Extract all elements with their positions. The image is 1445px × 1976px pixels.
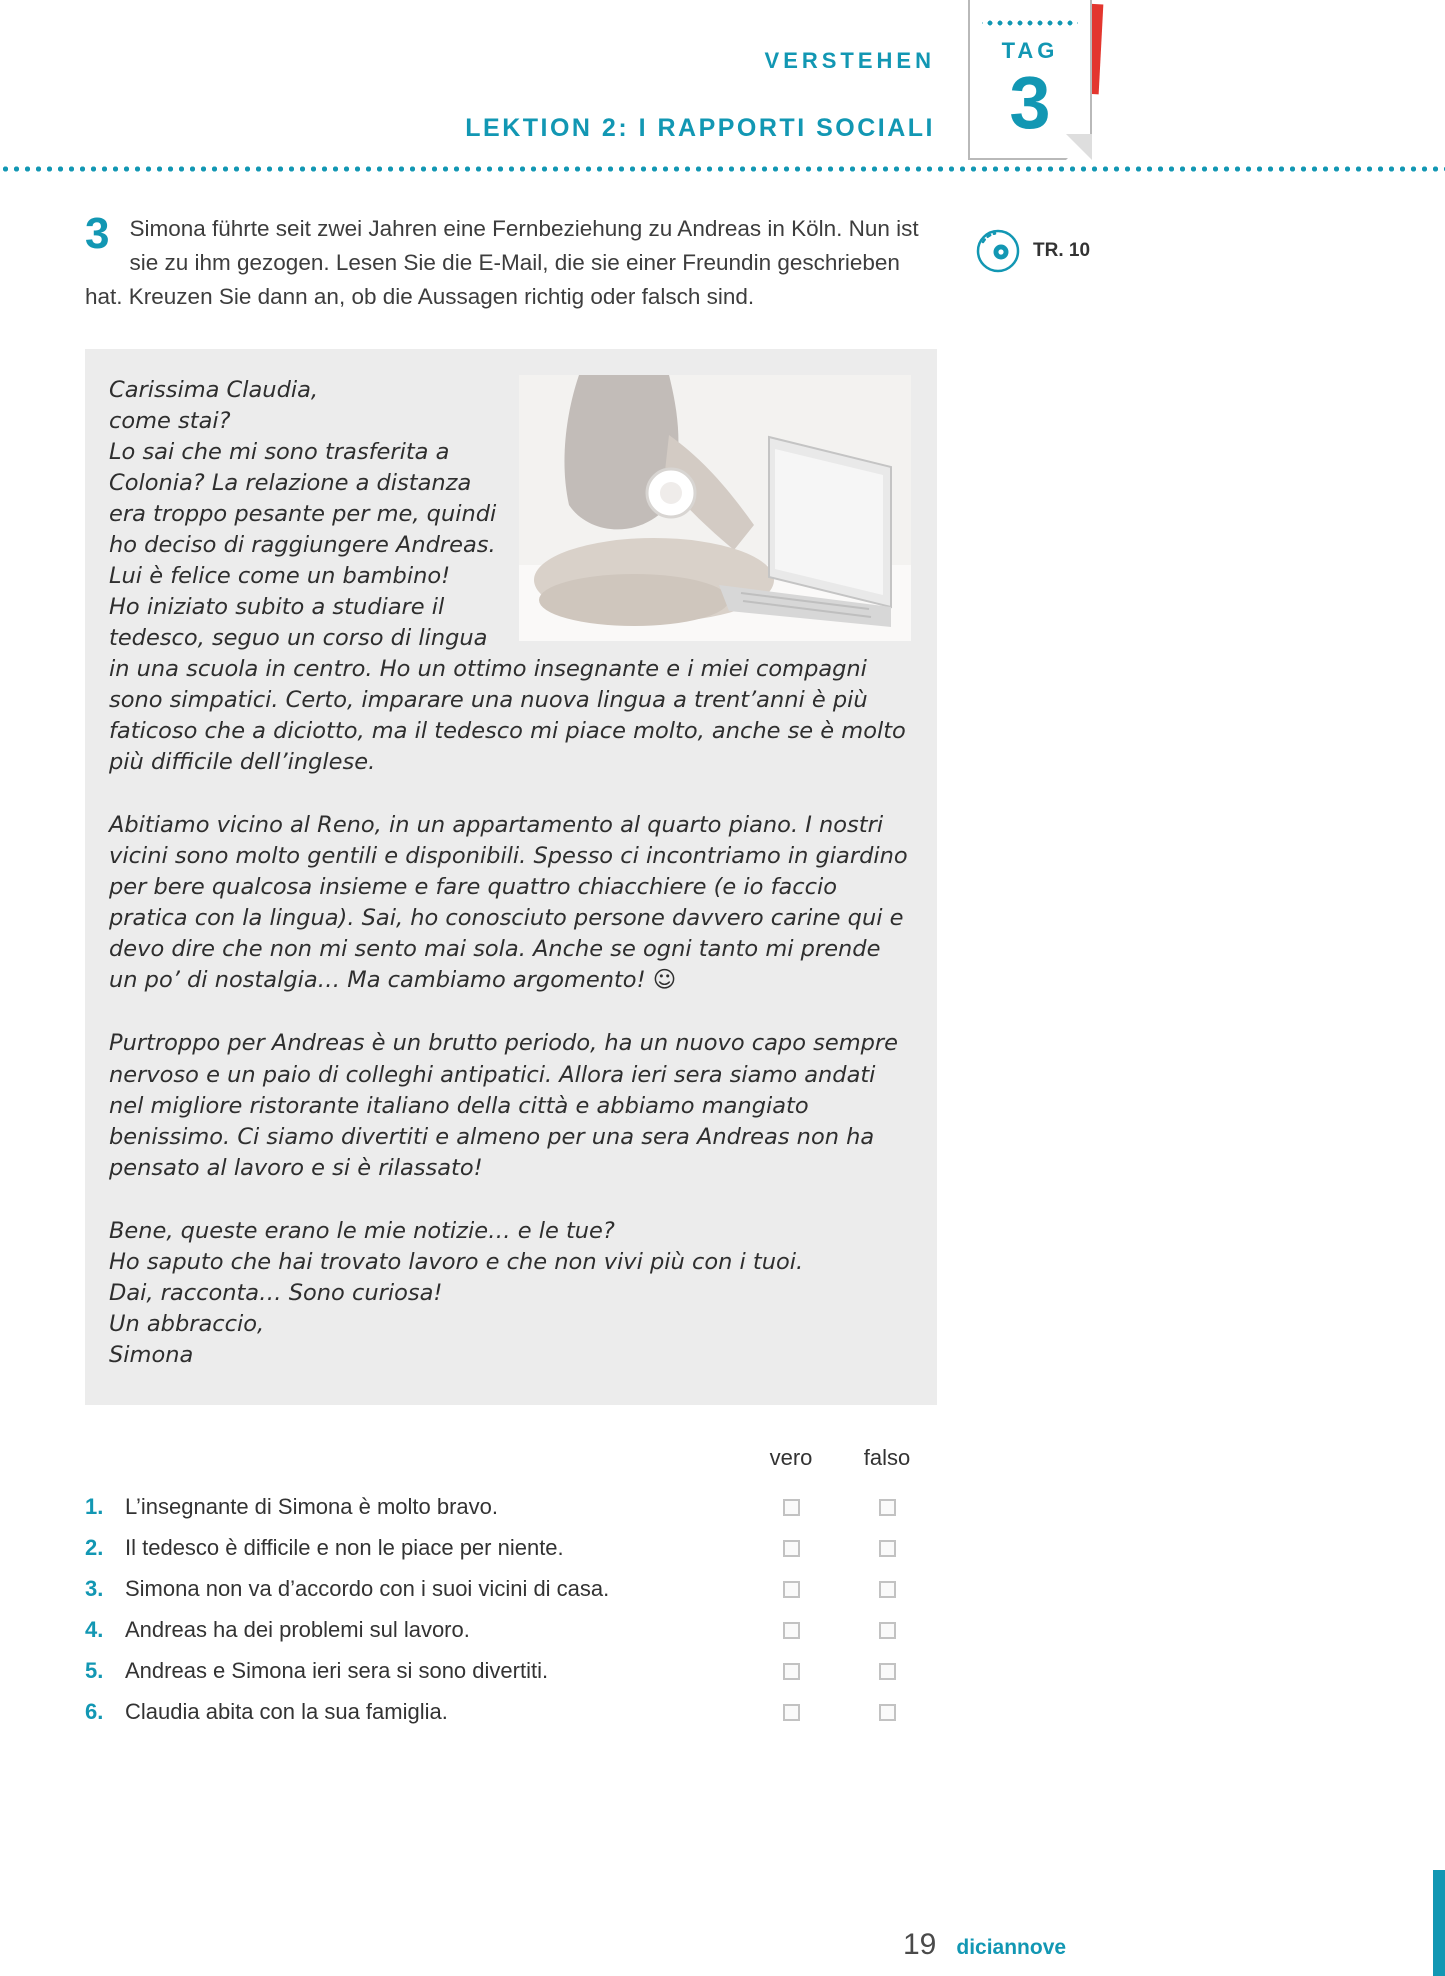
- quiz-row: [85, 1651, 935, 1692]
- checkbox-vero-3[interactable]: [783, 1581, 800, 1598]
- email-closing-line: Dai, racconta… Sono curiosa!: [109, 1279, 443, 1306]
- statement-text: Il tedesco è difficile e non le piace per niente.: [125, 1535, 564, 1561]
- page-number: 19: [903, 1928, 937, 1961]
- email-paragraph: Abitiamo vicino al Reno, in un appartamento al quarto piano. I nostri vicini sono molto gentili e disponibili. Spesso ci incontriamo in giardino per bere qualcosa insieme e fare quattro chiacchiere (e io faccio pratica con la lingua). Sai, ho conosciuto persone davvero carine qui e devo dire che non mi sento mai sola. Anche se ogni tanto mi prende un po’ di nostalgia… Ma cambiamo argomento! ☺: [109, 812, 908, 994]
- statement-number: 1.: [85, 1494, 104, 1520]
- statement-number: 4.: [85, 1617, 104, 1643]
- quiz-row: [85, 1569, 935, 1610]
- checkbox-falso-3[interactable]: [879, 1581, 896, 1598]
- email-closing-line: Ho saputo che hai trovato lavoro e che non vivi più con i tuoi.: [109, 1248, 804, 1275]
- statement-number: 5.: [85, 1658, 104, 1684]
- quiz-row: [85, 1528, 935, 1569]
- statement-text: Andreas ha dei problemi sul lavoro.: [125, 1617, 470, 1643]
- checkbox-falso-5[interactable]: [879, 1663, 896, 1680]
- statement-number: 6.: [85, 1699, 104, 1725]
- checkbox-falso-1[interactable]: [879, 1499, 896, 1516]
- email-greeting-line: Carissima Claudia,: [109, 376, 319, 403]
- email-signature: Simona: [109, 1341, 194, 1368]
- checkbox-vero-6[interactable]: [783, 1704, 800, 1721]
- email-paragraph: Purtroppo per Andreas è un brutto periodo, ha un nuovo capo sempre nervoso e un paio di colleghi antipatici. Allora ieri sera siamo andati nel migliore ristorante italiano della città e abbiamo mangiato benissimo. Ci siamo divertiti e almeno per una sera Andreas non ha pensato al lavoro e si è rilassato!: [109, 1030, 898, 1181]
- checkbox-vero-1[interactable]: [783, 1499, 800, 1516]
- checkbox-vero-4[interactable]: [783, 1622, 800, 1639]
- email-letter: [85, 349, 937, 1405]
- quiz-row: [85, 1610, 935, 1651]
- statement-number: 2.: [85, 1535, 104, 1561]
- audio-track: [975, 228, 1090, 274]
- column-header-falso: falso: [863, 1444, 911, 1470]
- checkbox-falso-4[interactable]: [879, 1622, 896, 1639]
- quiz-row: [85, 1692, 935, 1733]
- checkbox-vero-5[interactable]: [783, 1663, 800, 1680]
- statement-text: Claudia abita con la sua famiglia.: [125, 1699, 448, 1725]
- binding-dots-icon: [982, 20, 1078, 26]
- column-header-vero: vero: [769, 1444, 813, 1470]
- page-footer: [903, 1928, 1066, 1962]
- statement-number: 3.: [85, 1576, 104, 1602]
- page-number-word: diciannove: [956, 1936, 1067, 1959]
- tag-label: TAG: [1001, 38, 1059, 63]
- email-greeting-line: come stai?: [109, 407, 231, 434]
- day-tab: [968, 0, 1092, 160]
- section-label: VERSTEHEN: [764, 48, 935, 73]
- checkbox-vero-2[interactable]: [783, 1540, 800, 1557]
- email-closing-line: Un abbraccio,: [109, 1310, 265, 1337]
- audio-track-label: TR. 10: [1033, 240, 1091, 261]
- email-paragraph: Lo sai che mi sono trasferita a Colonia? La relazione a distanza era troppo pesante per me, quindi ho deciso di raggiungere Andreas. Lui è felice come un bambino!: [109, 438, 497, 589]
- exercise-header: [85, 209, 935, 315]
- photo-woman-laptop: [519, 375, 911, 641]
- statement-text: Andreas e Simona ieri sera si sono divertiti.: [125, 1658, 549, 1684]
- cd-icon: [975, 228, 1021, 274]
- true-false-quiz: [85, 1445, 935, 1733]
- email-closing-line: Bene, queste erano le mie notizie… e le tue?: [109, 1217, 615, 1244]
- page-curl-icon: [1066, 134, 1092, 160]
- checkbox-falso-2[interactable]: [879, 1540, 896, 1557]
- checkbox-falso-6[interactable]: [879, 1704, 896, 1721]
- exercise-instructions: Simona führte seit zwei Jahren eine Fernbeziehung zu Andreas in Köln. Nun ist sie zu ihm gezogen. Lesen Sie die E-Mail, die sie einer Freundin geschrieben hat. Kreuzen Sie dann an, ob die Aussagen richtig oder falsch sind.: [85, 216, 919, 310]
- quiz-row: [85, 1487, 935, 1528]
- dotted-separator: [0, 165, 1445, 173]
- calendar-sheet: [968, 0, 1092, 160]
- statement-text: Simona non va d’accordo con i suoi vicini di casa.: [125, 1576, 610, 1602]
- quiz-column-headers: [85, 1445, 935, 1471]
- email-paragraph: Ho iniziato subito a studiare il tedesco, seguo un corso di lingua in una scuola in centro. Ho un ottimo insegnante e i miei compagni sono simpatici. Certo, imparare una nuova lingua a trent’anni è più faticoso che a diciotto, ma il tedesco mi piace molto, anche se è molto più difficile dell’inglese.: [109, 593, 906, 776]
- lesson-title: LEKTION 2: I RAPPORTI SOCIALI: [465, 114, 935, 142]
- page-edge-bar: [1433, 1870, 1445, 1976]
- tag-number: 3: [1009, 61, 1051, 144]
- statement-text: L’insegnante di Simona è molto bravo.: [125, 1494, 499, 1520]
- exercise-number: 3: [85, 209, 110, 258]
- page-header: [465, 48, 935, 143]
